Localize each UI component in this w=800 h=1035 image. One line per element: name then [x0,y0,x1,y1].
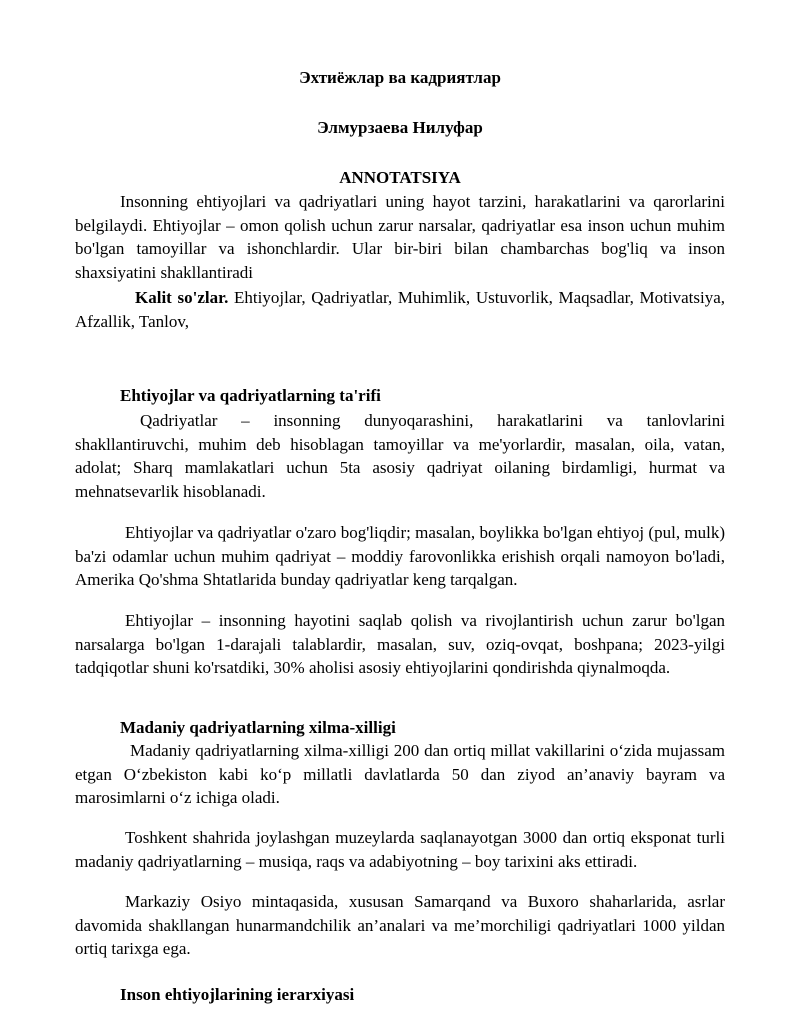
keywords-paragraph [75,286,725,333]
section-heading-definitions: Ehtiyojlar va qadriyatlarning ta'rifi [120,386,381,405]
annotation-heading: ANNOTATSIYA [339,168,461,187]
section-heading-cultural-diversity: Madaniy qadriyatlarning xilma-xilligi [120,718,396,737]
paragraph-cultural-diversity: Madaniy qadriyatlarning xilma-xilligi 200 dan ortiq millat vakillarini o‘zida mujassam etgan O‘zbekiston kabi ko‘p millatli davlatlarda 50 dan ziyod an’anaviy bayram va marosimlarni o‘z ichiga oladi. [75,741,725,807]
paragraph-needs-values-link: Ehtiyojlar va qadriyatlar o'zaro bog'liqdir; masalan, boylikka bo'lgan ehtiyoj (pul, mulk) ba'zi odamlar uchun muhim qadriyat – moddiy farovonlikka erishish orqali namoyon bo'ladi, Amerika Qo'shma Shtatlarida bunday qadriyatlar keng tarqalgan. [75,523,725,589]
paragraph-values-definition: Qadriyatlar – insonning dunyoqarashini, harakatlarini va tanlovlarini shakllantiruvchi, muhim deb hisoblagan tamoyillar va me'yorlardir, masalan, oila, vatan, adolat; Sharq mamlakatlari uchun 5ta asosiy qadriyat oilaning birdamligi, hurmat va mehnatsevarlik hisoblanadi. [75,411,725,501]
author-name: Элмурзаева Нилуфар [317,118,483,137]
section-heading-hierarchy: Inson ehtiyojlarining ierarxiyasi [120,985,355,1004]
keywords-label: Kalit so'zlar. [135,288,229,307]
keywords-list: Ehtiyojlar, Qadriyatlar, Muhimlik, Ustuvorlik, Maqsadlar, Motivatsiya, Afzallik, Tanlov, [75,288,725,331]
paragraph-tashkent-museums: Toshkent shahrida joylashgan muzeylarda saqlanayotgan 3000 dan ortiq eksponat turli madaniy qadriyatlarning – musiqa, raqs va adabiyotning – boy tarixini aks ettiradi. [75,828,725,871]
paragraph-needs-definition: Ehtiyojlar – insonning hayotini saqlab qolish va rivojlantirish uchun zarur bo'lgan narsalarga bo'lgan 1-darajali talablardir, masalan, suv, oziq-ovqat, boshpana; 2023-yilgi tadqiqotlar shuni ko'rsatdiki, 30% aholisi asosiy ehtiyojlarini qondirishda qiynalmoqda. [75,611,725,677]
paragraph-central-asia-crafts: Markaziy Osiyo mintaqasida, xususan Samarqand va Buxoro shaharlarida, asrlar davomida shakllangan hunarmandchilik an’analari va me’morchiligi qadriyatlari 1000 yildan ortiq tarixga ega. [75,892,725,958]
annotation-paragraph: Insonning ehtiyojlari va qadriyatlari uning hayot tarzini, harakatlarini va qarorlarini belgilaydi. Ehtiyojlar – omon qolish uchun zarur narsalar, qadriyatlar esa inson uchun muhim bo'lgan tamoyillar va ishonchlardir. Ular bir-biri bilan chambarchas bog'liq va inson shaxsiyatini shakllantiradi [75,192,725,282]
document-title: Эхтиёжлар ва кадриятлар [299,68,501,87]
